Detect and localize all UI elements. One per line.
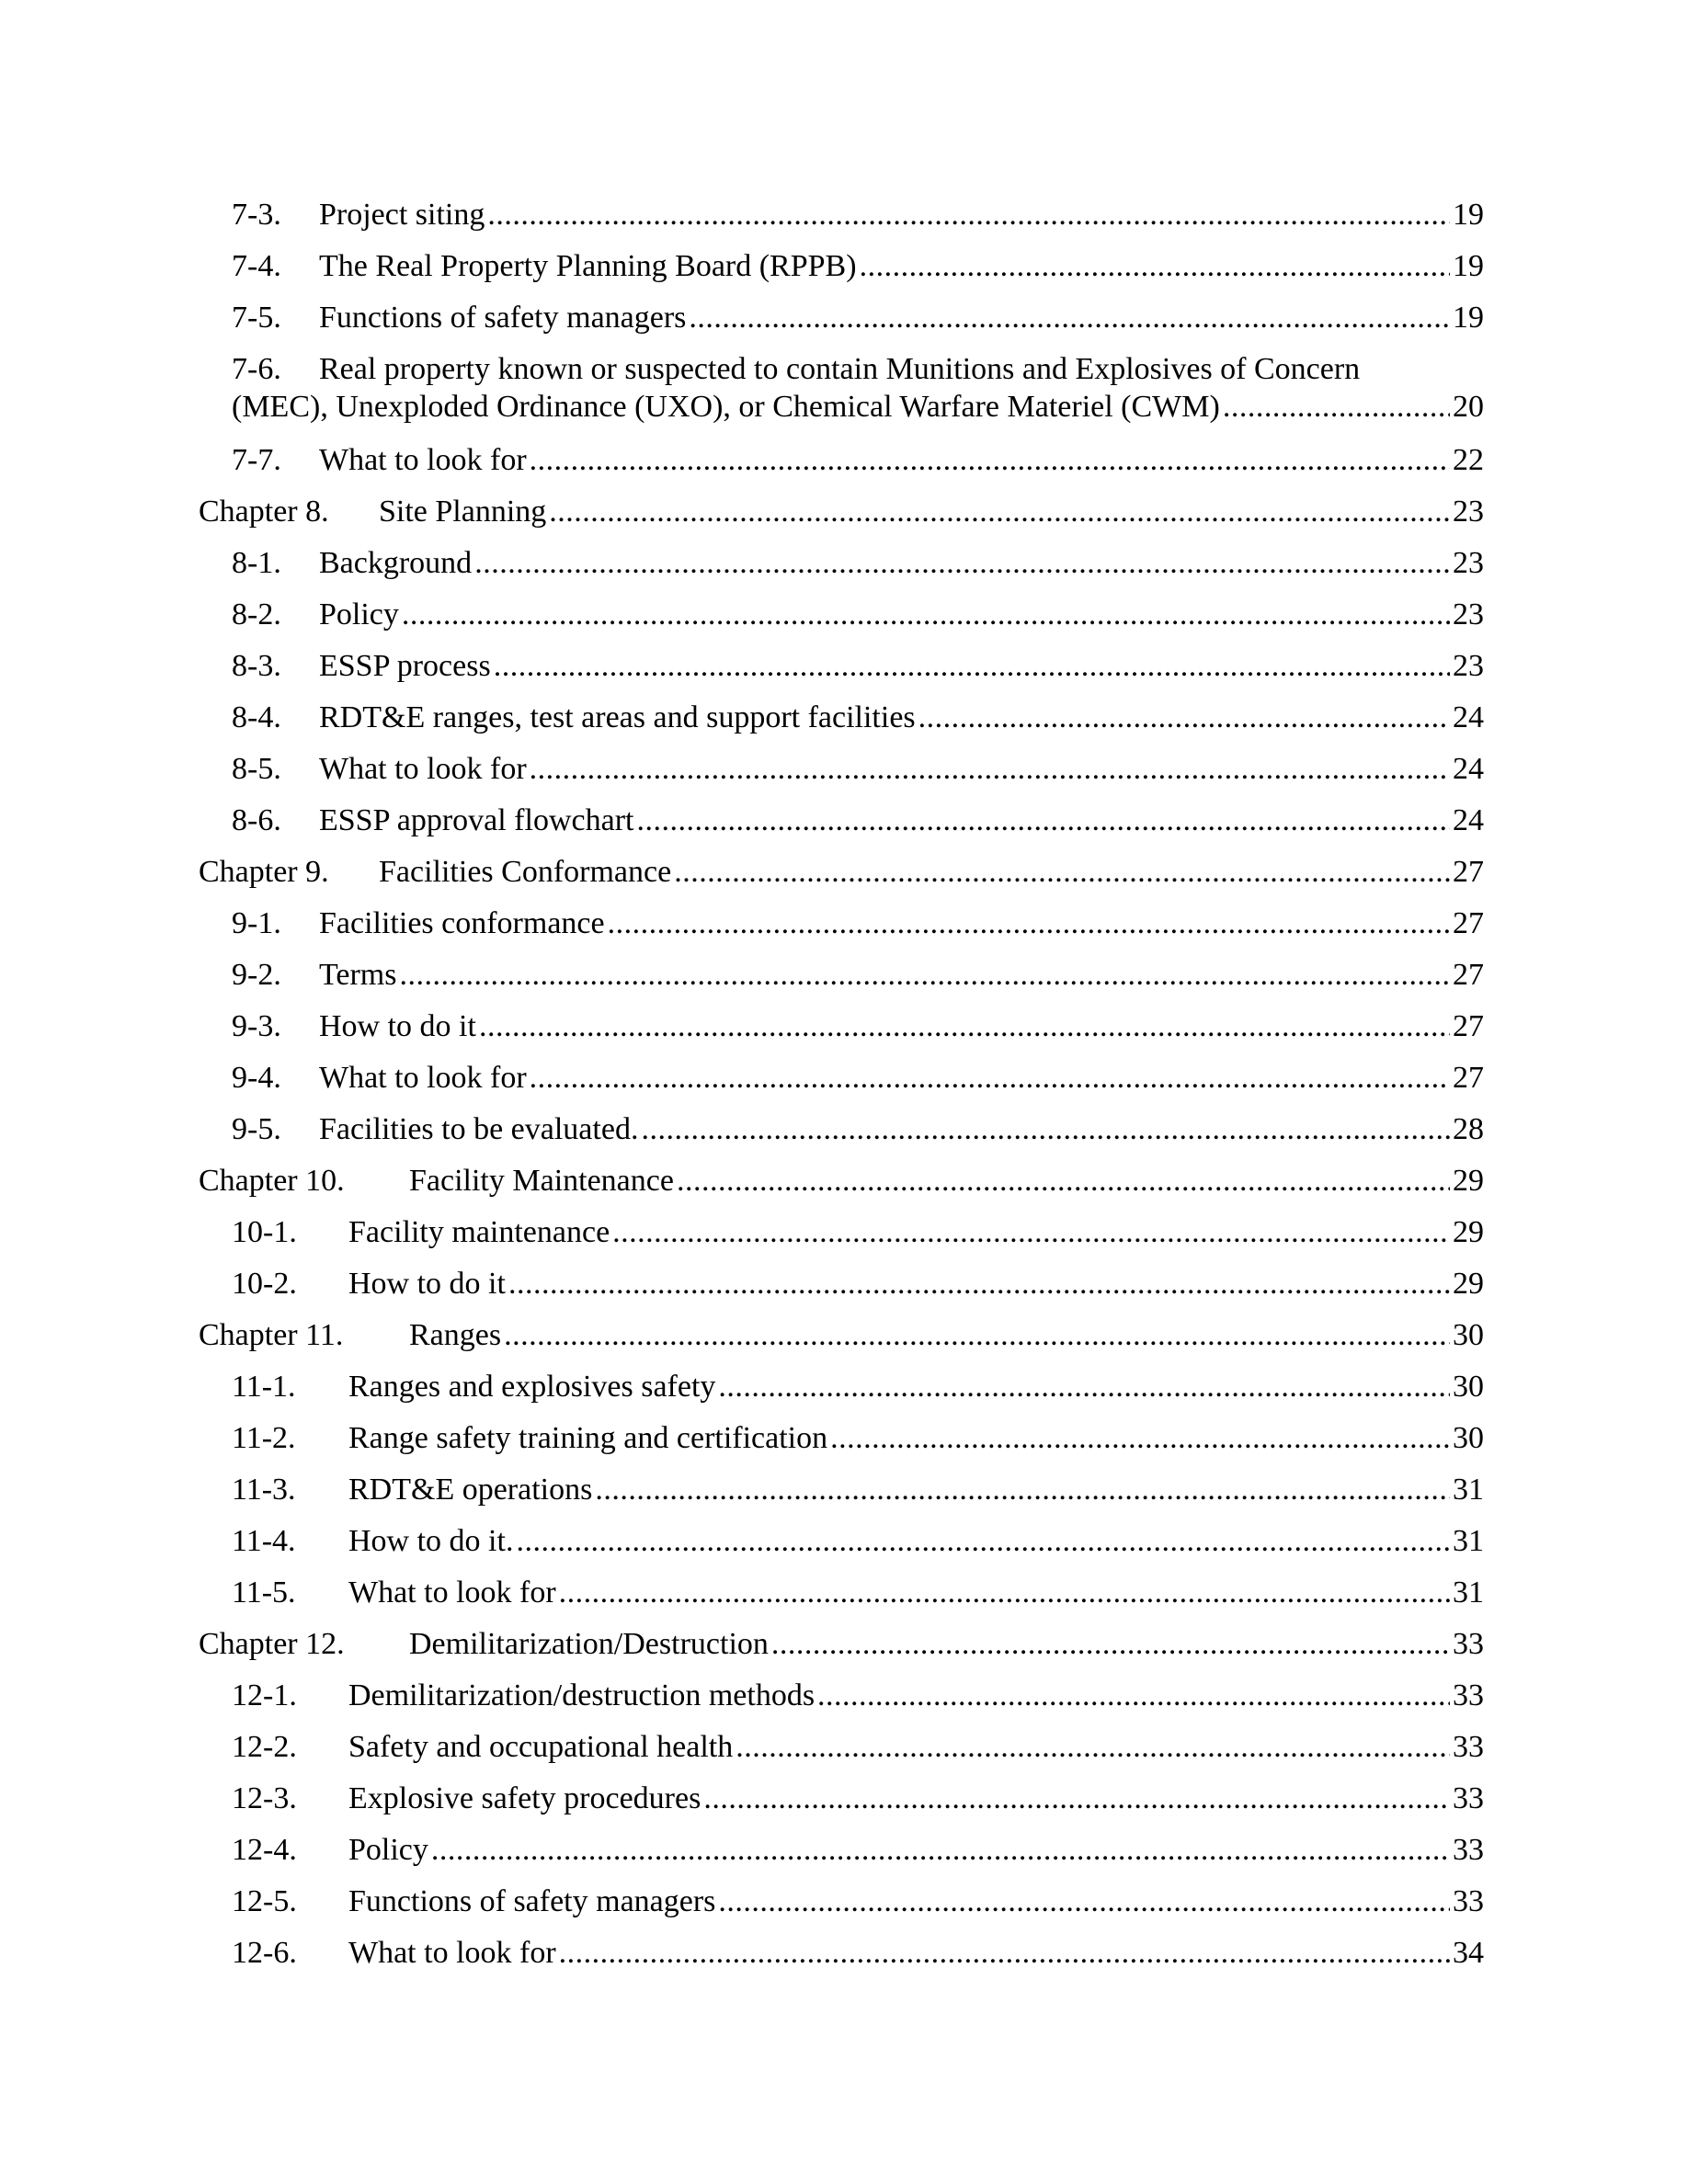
toc-number: 12-4. xyxy=(232,1833,297,1867)
dot-leader xyxy=(530,1058,1450,1098)
toc-entry-7-7[interactable] xyxy=(232,440,1484,481)
toc-number: 12-3. xyxy=(232,1781,297,1815)
chapter-title: Facilities Conformance xyxy=(379,855,672,889)
toc-title: Policy xyxy=(348,1833,428,1867)
toc-page-number: 33 xyxy=(1453,1833,1484,1867)
toc-number: 10-2. xyxy=(232,1267,297,1301)
dot-leader xyxy=(736,1727,1450,1768)
dot-leader xyxy=(479,1007,1450,1047)
toc-page-number: 23 xyxy=(1453,649,1484,683)
toc-number: 9-3. xyxy=(232,1009,281,1043)
dot-leader xyxy=(674,852,1450,893)
toc-number: 11-2. xyxy=(232,1421,296,1455)
toc-page-number: 30 xyxy=(1453,1421,1484,1455)
toc-entry-8-1[interactable] xyxy=(232,543,1484,584)
dot-leader xyxy=(677,1161,1450,1201)
toc-title: ESSP approval flowchart xyxy=(319,803,634,837)
toc-entry-8-4[interactable] xyxy=(232,698,1484,738)
toc-entry-10-1[interactable] xyxy=(232,1212,1484,1253)
toc-page-number: 23 xyxy=(1453,546,1484,580)
toc-title: RDT&E ranges, test areas and support facilities xyxy=(319,700,916,734)
toc-title: Facilities to be evaluated. xyxy=(319,1112,639,1146)
toc-title: How to do it xyxy=(319,1009,476,1043)
toc-entry-11-5[interactable] xyxy=(232,1573,1484,1613)
toc-page-number: 27 xyxy=(1453,1061,1484,1095)
toc-page-number: 27 xyxy=(1453,906,1484,940)
toc-title: Facilities conformance xyxy=(319,906,605,940)
toc-title: Ranges and explosives safety xyxy=(348,1370,716,1404)
toc-entry-7-4[interactable] xyxy=(232,246,1484,287)
toc-entry-8-2[interactable] xyxy=(232,595,1484,635)
toc-page-number: 19 xyxy=(1453,198,1484,232)
toc-entry-11-4[interactable] xyxy=(232,1521,1484,1562)
chapter-number: Chapter 10. xyxy=(199,1164,345,1198)
toc-number: 11-5. xyxy=(232,1575,296,1610)
toc-page-number: 22 xyxy=(1453,443,1484,477)
dot-leader xyxy=(402,595,1450,635)
dot-leader xyxy=(508,1264,1450,1304)
toc-entry-12-2[interactable] xyxy=(232,1727,1484,1768)
toc-number: 7-3. xyxy=(232,198,281,232)
toc-number: 9-5. xyxy=(232,1112,281,1146)
toc-page-number: 19 xyxy=(1453,301,1484,335)
toc-title: The Real Property Planning Board (RPPB) xyxy=(319,249,857,283)
chapter-number: Chapter 8. xyxy=(199,495,329,529)
toc-page-number: 31 xyxy=(1453,1473,1484,1507)
dot-leader xyxy=(559,1933,1450,1974)
dot-leader xyxy=(559,1573,1450,1613)
toc-number: 8-2. xyxy=(232,597,281,631)
toc-page-number: 20 xyxy=(1453,390,1484,424)
toc-page-number: 29 xyxy=(1453,1164,1484,1198)
dot-leader xyxy=(608,904,1450,944)
chapter-title: Site Planning xyxy=(379,495,547,529)
toc-entry-12-1[interactable] xyxy=(232,1676,1484,1716)
toc-page-number: 33 xyxy=(1453,1627,1484,1661)
toc-page-number: 29 xyxy=(1453,1267,1484,1301)
toc-entry-9-5[interactable] xyxy=(232,1109,1484,1150)
dot-leader xyxy=(1223,387,1450,427)
toc-title: RDT&E operations xyxy=(348,1473,593,1507)
toc-chapter-11[interactable] xyxy=(199,1315,1484,1356)
toc-chapter-8[interactable] xyxy=(199,492,1484,532)
toc-number: 8-6. xyxy=(232,803,281,837)
toc-page-number: 27 xyxy=(1453,1009,1484,1043)
toc-chapter-10[interactable] xyxy=(199,1161,1484,1201)
toc-number: 7-4. xyxy=(232,249,281,283)
toc-number: 8-3. xyxy=(232,649,281,683)
toc-title: How to do it xyxy=(348,1267,506,1301)
toc-title: What to look for xyxy=(319,752,527,786)
toc-page-number: 24 xyxy=(1453,700,1484,734)
dot-leader xyxy=(636,801,1450,841)
toc-title: How to do it. xyxy=(348,1524,514,1558)
toc-title: Project siting xyxy=(319,198,485,232)
toc-page-number: 30 xyxy=(1453,1370,1484,1404)
dot-leader xyxy=(494,646,1450,687)
chapter-title: Demilitarization/Destruction xyxy=(409,1627,769,1661)
toc-number: 7-7. xyxy=(232,443,281,477)
toc-number: 12-6. xyxy=(232,1936,297,1970)
toc-number: 12-5. xyxy=(232,1884,297,1918)
toc-number: 7-6. xyxy=(232,352,281,386)
toc-entry-12-3[interactable] xyxy=(232,1779,1484,1819)
toc-entry-7-6[interactable] xyxy=(232,349,1484,390)
dot-leader xyxy=(487,195,1450,235)
toc-entry-12-6[interactable] xyxy=(232,1933,1484,1974)
toc-chapter-9[interactable] xyxy=(199,852,1484,893)
toc-number: 10-1. xyxy=(232,1215,297,1249)
dot-leader xyxy=(516,1521,1450,1562)
toc-title: What to look for xyxy=(319,1061,527,1095)
dot-leader xyxy=(817,1676,1450,1716)
toc-title: Explosive safety procedures xyxy=(348,1781,701,1815)
dot-leader xyxy=(474,543,1450,584)
toc-page-number: 28 xyxy=(1453,1112,1484,1146)
toc-page-number: 29 xyxy=(1453,1215,1484,1249)
toc-number: 11-4. xyxy=(232,1524,296,1558)
toc-title: What to look for xyxy=(348,1936,556,1970)
toc-page-number: 33 xyxy=(1453,1730,1484,1764)
toc-page-number: 19 xyxy=(1453,249,1484,283)
toc-title: Terms xyxy=(319,958,397,992)
toc-number: 11-1. xyxy=(232,1370,296,1404)
dot-leader xyxy=(595,1470,1450,1510)
chapter-number: Chapter 11. xyxy=(199,1318,344,1352)
dot-leader xyxy=(612,1212,1450,1253)
toc-page-number: 24 xyxy=(1453,752,1484,786)
toc-number: 9-2. xyxy=(232,958,281,992)
dot-leader xyxy=(718,1367,1450,1407)
toc-entry-11-2[interactable] xyxy=(232,1418,1484,1459)
toc-page-number: 31 xyxy=(1453,1575,1484,1610)
toc-title: Demilitarization/destruction methods xyxy=(348,1678,815,1712)
toc-title: What to look for xyxy=(319,443,527,477)
toc-entry-9-1[interactable] xyxy=(232,904,1484,944)
chapter-title: Facility Maintenance xyxy=(409,1164,674,1198)
chapter-number: Chapter 12. xyxy=(199,1627,345,1661)
toc-page-number: 24 xyxy=(1453,803,1484,837)
toc-number: 8-4. xyxy=(232,700,281,734)
toc-entry-7-5[interactable] xyxy=(232,298,1484,338)
toc-page-number: 34 xyxy=(1453,1936,1484,1970)
dot-leader xyxy=(504,1315,1450,1356)
toc-title: Functions of safety managers xyxy=(348,1884,716,1918)
toc-number: 9-1. xyxy=(232,906,281,940)
toc-entry-8-3[interactable] xyxy=(232,646,1484,687)
toc-page-number: 33 xyxy=(1453,1781,1484,1815)
toc-entry-10-2[interactable] xyxy=(232,1264,1484,1304)
toc-title: Range safety training and certification xyxy=(348,1421,828,1455)
dot-leader xyxy=(530,749,1450,790)
toc-entry-8-5[interactable] xyxy=(232,749,1484,790)
toc-page-number: 33 xyxy=(1453,1884,1484,1918)
toc-page-number: 23 xyxy=(1453,495,1484,529)
dot-leader xyxy=(549,492,1450,532)
dot-leader xyxy=(400,955,1451,995)
toc-number: 7-5. xyxy=(232,301,281,335)
toc-entry-7-6-continued[interactable] xyxy=(232,387,1484,427)
toc-entry-9-3[interactable] xyxy=(232,1007,1484,1047)
toc-entry-11-1[interactable] xyxy=(232,1367,1484,1407)
toc-page-number: 33 xyxy=(1453,1678,1484,1712)
toc-page-number: 27 xyxy=(1453,958,1484,992)
toc-number: 12-1. xyxy=(232,1678,297,1712)
toc-entry-12-4[interactable] xyxy=(232,1830,1484,1871)
chapter-number: Chapter 9. xyxy=(199,855,329,889)
dot-leader xyxy=(860,246,1450,287)
dot-leader xyxy=(689,298,1450,338)
toc-title-continued: (MEC), Unexploded Ordinance (UXO), or Chemical Warfare Materiel (CWM) xyxy=(232,390,1220,424)
toc-page-number: 23 xyxy=(1453,597,1484,631)
dot-leader xyxy=(918,698,1450,738)
toc-number: 9-4. xyxy=(232,1061,281,1095)
dot-leader xyxy=(431,1830,1450,1871)
dot-leader xyxy=(830,1418,1450,1459)
toc-title: What to look for xyxy=(348,1575,556,1610)
dot-leader xyxy=(703,1779,1450,1819)
toc-number: 8-5. xyxy=(232,752,281,786)
toc-entry-11-3[interactable] xyxy=(232,1470,1484,1510)
toc-entry-9-2[interactable] xyxy=(232,955,1484,995)
toc-number: 8-1. xyxy=(232,546,281,580)
toc-page-number: 30 xyxy=(1453,1318,1484,1352)
toc-title: Policy xyxy=(319,597,399,631)
dot-leader xyxy=(641,1109,1450,1150)
toc-entry-7-3[interactable] xyxy=(232,195,1484,235)
toc-title: Background xyxy=(319,546,473,580)
toc-chapter-12[interactable] xyxy=(199,1624,1484,1665)
dot-leader xyxy=(530,440,1450,481)
toc-number: 12-2. xyxy=(232,1730,297,1764)
toc-entry-9-4[interactable] xyxy=(232,1058,1484,1098)
toc-title: Real property known or suspected to contain Munitions and Explosives of Concern xyxy=(319,352,1361,386)
toc-page-number: 31 xyxy=(1453,1524,1484,1558)
toc-entry-12-5[interactable] xyxy=(232,1882,1484,1922)
dot-leader xyxy=(771,1624,1450,1665)
toc-title: ESSP process xyxy=(319,649,491,683)
dot-leader xyxy=(718,1882,1450,1922)
toc-title: Facility maintenance xyxy=(348,1215,610,1249)
toc-page-number: 27 xyxy=(1453,855,1484,889)
chapter-title: Ranges xyxy=(409,1318,502,1352)
toc-title: Functions of safety managers xyxy=(319,301,687,335)
toc-title: Safety and occupational health xyxy=(348,1730,734,1764)
toc-number: 11-3. xyxy=(232,1473,296,1507)
toc-entry-8-6[interactable] xyxy=(232,801,1484,841)
